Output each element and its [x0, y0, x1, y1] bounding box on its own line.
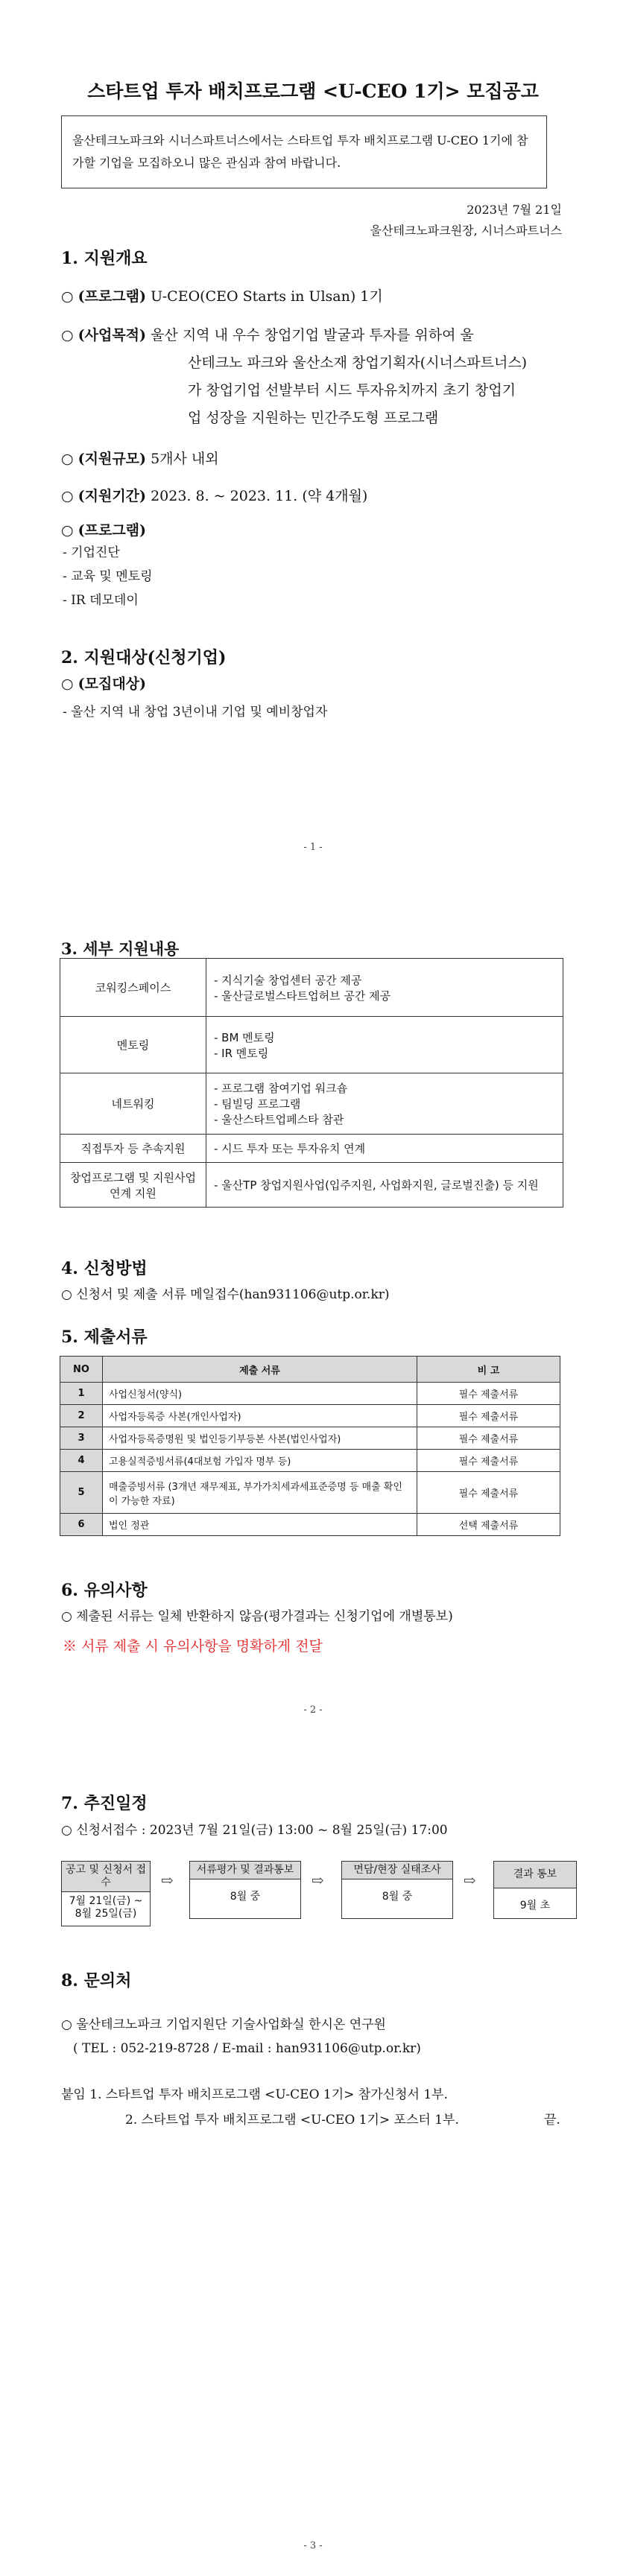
attachment-2: 2. 스타트업 투자 배치프로그램 <U-CEO 1기> 포스터 1부.	[125, 2113, 459, 2128]
flow-step-1	[61, 1861, 151, 1926]
support-items	[206, 1017, 563, 1073]
table-row	[60, 1163, 563, 1208]
doc-no: 5	[60, 1472, 103, 1514]
programs-list	[63, 541, 153, 612]
contact-line-1: ○ 울산테크노파크 기업지원단 기술사업화실 한시온 연구원	[61, 2017, 386, 2032]
doc-note: 필수 제출서류	[417, 1472, 560, 1514]
flow-step-head: 서류평가 및 결과통보	[190, 1862, 300, 1879]
col-doc: 제출 서류	[103, 1357, 417, 1383]
section-6-heading: 6. 유의사항	[61, 1581, 148, 1600]
support-item: - 울산글로벌스타트업허브 공간 제공	[214, 989, 391, 1003]
flow-step-2	[189, 1861, 301, 1919]
target-label: (모집대상)	[78, 676, 147, 692]
section-1-heading: 1. 지원개요	[61, 249, 148, 268]
support-item: - IR 멘토링	[214, 1046, 269, 1060]
doc-name: 사업자등록증명원 및 법인등기부등본 사본(법인사업자)	[103, 1427, 417, 1450]
documents-table	[60, 1356, 560, 1536]
programs-item: ○ (프로그램)	[61, 522, 147, 539]
scale-label: (지원규모)	[78, 451, 147, 467]
list-item: - IR 데모데이	[63, 593, 139, 608]
doc-no: 6	[60, 1514, 103, 1536]
list-item: - 기업진단	[63, 545, 120, 560]
support-table	[60, 958, 563, 1208]
purpose-label: (사업목적)	[78, 327, 147, 343]
support-item: - BM 멘토링	[214, 1030, 275, 1044]
issuer: 울산테크노파크원장, 시너스파트너스	[370, 223, 562, 238]
flow-step-head: 공고 및 신청서 접수	[62, 1862, 150, 1892]
programs-label: (프로그램)	[78, 522, 147, 539]
support-item: - 프로그램 참여기업 워크숍	[214, 1082, 348, 1095]
doc-name: 사업신청서(양식)	[103, 1383, 417, 1405]
section-4-heading: 4. 신청방법	[61, 1259, 148, 1278]
purpose-line-3: 가 창업기업 선발부터 시드 투자유치까지 초기 창업기	[188, 382, 516, 399]
table-row	[60, 1405, 560, 1427]
doc-no: 3	[60, 1427, 103, 1450]
col-note: 비 고	[417, 1357, 560, 1383]
flow-step-3	[341, 1861, 453, 1919]
flow-step-body: 9월 초	[519, 1900, 551, 1912]
section-2-heading: 2. 지원대상(신청기업)	[61, 648, 227, 667]
doc-note: 필수 제출서류	[417, 1427, 560, 1450]
arrow-right-icon: ⇨	[161, 1871, 174, 1889]
table-row	[60, 1427, 560, 1450]
attachment-end: 끝.	[544, 2113, 560, 2128]
doc-note: 필수 제출서류	[417, 1405, 560, 1427]
purpose-line-2: 산테크노 파크와 울산소재 창업기획자(시너스파트너스)	[188, 355, 528, 371]
support-items	[206, 1163, 563, 1208]
doc-note: 선택 제출서류	[417, 1514, 560, 1536]
doc-no: 2	[60, 1405, 103, 1427]
col-no: NO	[60, 1357, 103, 1383]
table-row	[60, 1450, 560, 1472]
flow-step-4	[493, 1861, 577, 1919]
doc-no: 1	[60, 1383, 103, 1405]
page-number-1: - 1 -	[303, 842, 323, 853]
purpose-line-1: 울산 지역 내 우수 창업기업 발굴과 투자를 위하여 울	[151, 327, 474, 343]
purpose-line-4: 업 성장을 지원하는 민간주도형 프로그램	[188, 410, 439, 426]
table-row	[60, 1135, 563, 1163]
table-row	[60, 1383, 560, 1405]
flow-step-body: 7월 21일(금) ~ 8월 25일(금)	[69, 1895, 143, 1920]
page-title: 스타트업 투자 배치프로그램 <U-CEO 1기> 모집공고	[87, 80, 539, 102]
support-item: - 시드 투자 또는 투자유치 연계	[214, 1142, 366, 1155]
purpose-item: ○ (사업목적) 울산 지역 내 우수 창업기업 발굴과 투자를 위하여 울	[61, 327, 474, 343]
support-name: 창업프로그램 및 지원사업 연계 지원	[60, 1163, 206, 1208]
section-7-heading: 7. 추진일정	[61, 1794, 148, 1813]
target-item: ○ (모집대상)	[61, 676, 147, 692]
period-item: ○ (지원기간) 2023. 8. ~ 2023. 11. (약 4개월)	[61, 488, 368, 504]
page-number-3: - 3 -	[303, 2540, 323, 2551]
flow-step-head: 결과 통보	[494, 1862, 576, 1888]
intro-box: 울산테크노파크와 시너스파트너스에서는 스타트업 투자 배치프로그램 U-CEO 1기에 참가할 기업을 모집하오니 많은 관심과 참여 바랍니다.	[61, 115, 547, 188]
support-name: 네트워킹	[60, 1073, 206, 1135]
table-row	[60, 1514, 560, 1536]
contact-line-2: ( TEL : 052-219-8728 / E-mail : han931106@utp.or.kr)	[73, 2041, 421, 2056]
section-3-heading: 3. 세부 지원내용	[61, 939, 180, 958]
issue-date: 2023년 7월 21일	[467, 203, 562, 217]
table-row	[60, 1073, 563, 1135]
arrow-right-icon: ⇨	[312, 1871, 324, 1889]
support-items	[206, 1135, 563, 1163]
support-item: - 울산TP 창업지원사업(입주지원, 사업화지원, 글로벌진출) 등 지원	[214, 1178, 539, 1192]
table-row	[60, 1472, 560, 1514]
doc-note: 필수 제출서류	[417, 1450, 560, 1472]
doc-name: 법인 정관	[103, 1514, 417, 1536]
program-label: (프로그램)	[78, 288, 147, 305]
flow-step-body: 8월 중	[230, 1891, 261, 1903]
notice-value: ○ 제출된 서류는 일체 반환하지 않음(평가결과는 신청기업에 개별통보)	[61, 1609, 453, 1624]
doc-no: 4	[60, 1450, 103, 1472]
table-row	[60, 959, 563, 1017]
table-row	[60, 1017, 563, 1073]
support-name: 멘토링	[60, 1017, 206, 1073]
program-value: U-CEO(CEO Starts in Ulsan) 1기	[151, 288, 383, 305]
support-name: 코워킹스페이스	[60, 959, 206, 1017]
schedule-value: ○ 신청서접수 : 2023년 7월 21일(금) 13:00 ~ 8월 25일(금) 17:00	[61, 1823, 448, 1838]
page-number-2: - 2 -	[303, 1704, 323, 1716]
flow-step-body: 8월 중	[382, 1891, 413, 1903]
doc-name: 사업자등록증 사본(개인사업자)	[103, 1405, 417, 1427]
doc-note: 필수 제출서류	[417, 1383, 560, 1405]
table-header-row	[60, 1357, 560, 1383]
program-item: ○ (프로그램) U-CEO(CEO Starts in Ulsan) 1기	[61, 288, 383, 305]
section-5-heading: 5. 제출서류	[61, 1327, 148, 1347]
scale-item: ○ (지원규모) 5개사 내외	[61, 451, 219, 467]
issue-info	[370, 200, 562, 241]
support-item: - 울산스타트업페스타 참관	[214, 1113, 344, 1126]
apply-method: ○ 신청서 및 제출 서류 메일접수(han931106@utp.or.kr)	[61, 1287, 390, 1302]
support-items	[206, 1073, 563, 1135]
support-item: - 팀빌딩 프로그램	[214, 1097, 301, 1111]
scale-value: 5개사 내외	[151, 451, 219, 467]
period-label: (지원기간)	[78, 488, 147, 504]
flow-step-head: 면담/현장 실태조사	[342, 1862, 452, 1879]
support-item: - 지식기술 창업센터 공간 제공	[214, 973, 362, 987]
arrow-right-icon: ⇨	[464, 1871, 476, 1889]
target-value: - 울산 지역 내 창업 3년이내 기업 및 예비창업자	[63, 705, 328, 720]
support-name: 직접투자 등 추속지원	[60, 1135, 206, 1163]
warning-note: ※ 서류 제출 시 유의사항을 명확하게 전달	[63, 1638, 323, 1655]
section-8-heading: 8. 문의처	[61, 1971, 132, 1990]
doc-name: 고용실적증빙서류(4대보험 가입자 명부 등)	[103, 1450, 417, 1472]
period-value: 2023. 8. ~ 2023. 11. (약 4개월)	[151, 488, 368, 504]
doc-name: 매출증빙서류 (3개년 재무제표, 부가가치세과세표준증명 등 매출 확인이 가능한 자료)	[103, 1472, 417, 1514]
support-items	[206, 959, 563, 1017]
attachment-1: 붙임 1. 스타트업 투자 배치프로그램 <U-CEO 1기> 참가신청서 1부.	[61, 2087, 448, 2102]
list-item: - 교육 및 멘토링	[63, 569, 153, 584]
